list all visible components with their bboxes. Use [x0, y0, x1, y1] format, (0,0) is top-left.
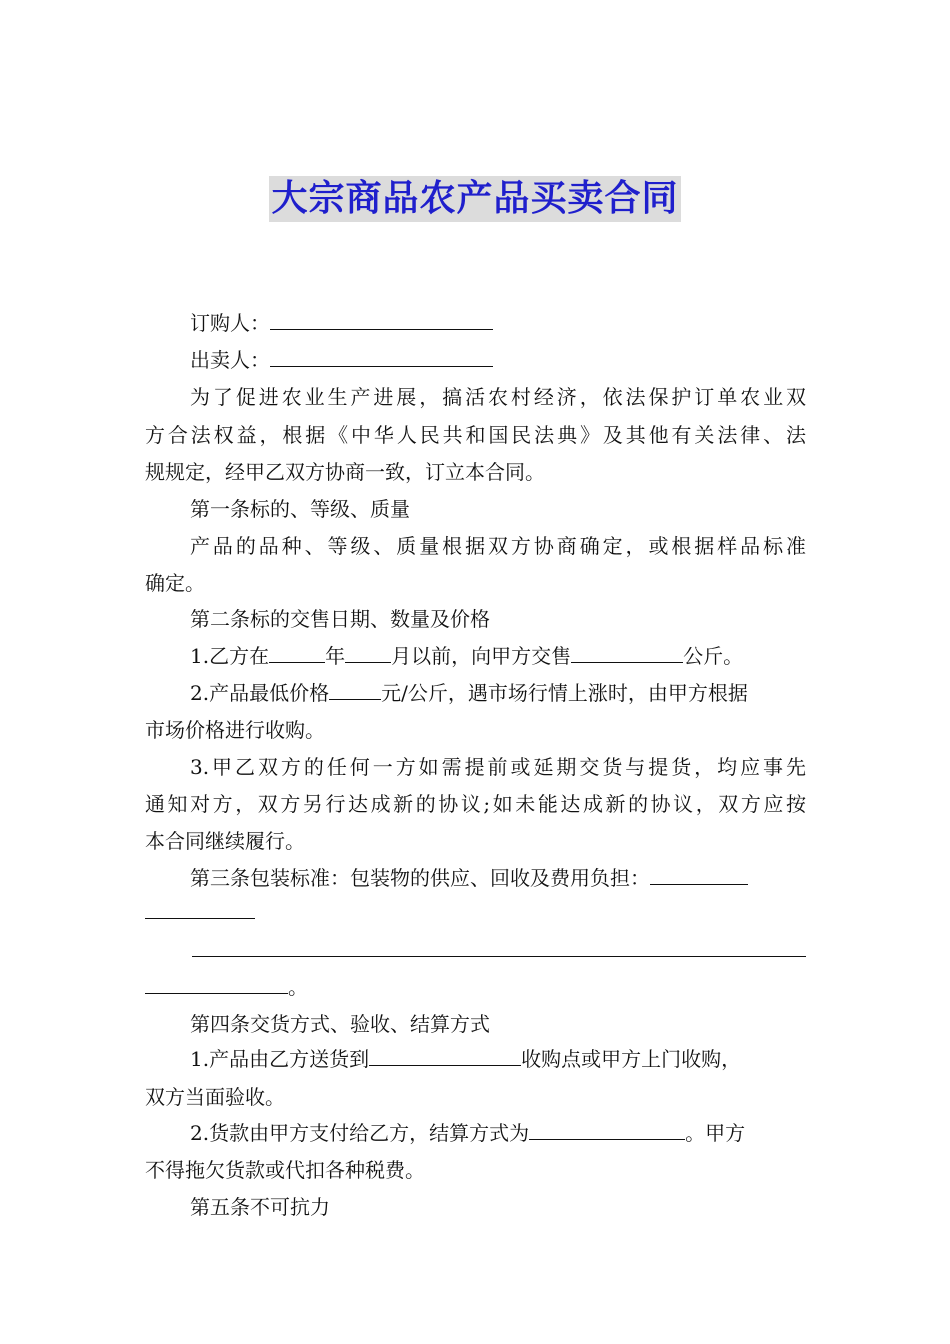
- art4-1-part-b: 收购点或甲方上门收购，: [521, 1047, 742, 1071]
- packaging-blank-3: [192, 938, 806, 957]
- buyer-label: 订购人：: [190, 311, 270, 335]
- article-5-heading: 第五条不可抗力: [190, 1195, 330, 1219]
- delivery-point-blank: [369, 1047, 521, 1066]
- seller-line: [190, 348, 493, 372]
- article-1-text-1: 产品的品种、等级、质量根据双方协商确定，或根据样品标准: [190, 534, 806, 558]
- article-3-cont-3: [145, 975, 308, 999]
- title-wrap: [0, 176, 950, 222]
- intro-line-3: 规规定，经甲乙双方协商一致，订立本合同。: [145, 460, 545, 484]
- art2-1-part-c: 月以前，向甲方交售: [391, 644, 572, 668]
- art2-2-part-b: 元/公斤，遇市场行情上涨时，由甲方根据: [381, 681, 748, 705]
- document-title: 大宗商品农产品买卖合同: [269, 176, 680, 222]
- article-3-cont: [145, 900, 255, 924]
- packaging-blank-1: [650, 866, 748, 885]
- month-blank: [345, 644, 391, 663]
- article-4-item-2: [190, 1121, 745, 1145]
- art4-1-part-a: 1.产品由乙方送货到: [190, 1047, 370, 1071]
- article-4-item-2-cont: 不得拖欠货款或代扣各种税费。: [145, 1158, 425, 1182]
- art2-1-part-b: 年: [325, 644, 346, 668]
- intro-line-2: 方合法权益，根据《中华人民共和国民法典》及其他有关法律、法: [145, 423, 806, 447]
- settlement-blank: [529, 1121, 685, 1140]
- article-2-item-2-cont: 市场价格进行收购。: [145, 718, 325, 742]
- art3-end: 。: [288, 975, 308, 999]
- article-4-heading: 第四条交货方式、验收、结算方式: [190, 1012, 490, 1036]
- year-blank: [269, 644, 325, 663]
- art2-1-part-a: 1.乙方在: [190, 644, 270, 668]
- seller-label: 出卖人：: [190, 348, 270, 372]
- article-2-item-3-3: 本合同继续履行。: [145, 829, 305, 853]
- buyer-blank: [270, 311, 493, 330]
- art4-2-part-b: 。甲方: [685, 1121, 746, 1145]
- article-4-item-1: [190, 1047, 741, 1071]
- article-2-heading: 第二条标的交售日期、数量及价格: [190, 607, 490, 631]
- seller-blank: [270, 348, 493, 367]
- quantity-blank: [571, 644, 683, 663]
- price-blank: [329, 681, 381, 700]
- article-2-item-3-1: 3.甲乙双方的任何一方如需提前或延期交货与提货，均应事先: [190, 755, 806, 779]
- intro-line-1: 为了促进农业生产进展，搞活农村经济，依法保护订单农业双: [190, 385, 806, 409]
- buyer-line: [190, 311, 493, 335]
- article-2-item-2: [190, 681, 748, 705]
- article-3-text: [190, 866, 748, 890]
- art2-1-part-d: 公斤。: [683, 644, 744, 668]
- packaging-blank-2: [145, 900, 255, 919]
- packaging-blank-4: [145, 975, 288, 994]
- art2-2-part-a: 2.产品最低价格: [190, 681, 330, 705]
- art3-label: 第三条包装标准：包装物的供应、回收及费用负担：: [190, 866, 650, 890]
- article-3-cont-2: [192, 938, 806, 962]
- article-4-item-1-cont: 双方当面验收。: [145, 1085, 285, 1109]
- article-2-item-1: [190, 644, 743, 668]
- article-1-heading: 第一条标的、等级、质量: [190, 497, 410, 521]
- article-1-text-2: 确定。: [145, 571, 205, 595]
- article-2-item-3-2: 通知对方，双方另行达成新的协议;如未能达成新的协议，双方应按: [145, 792, 806, 816]
- art4-2-part-a: 2.货款由甲方支付给乙方，结算方式为: [190, 1121, 530, 1145]
